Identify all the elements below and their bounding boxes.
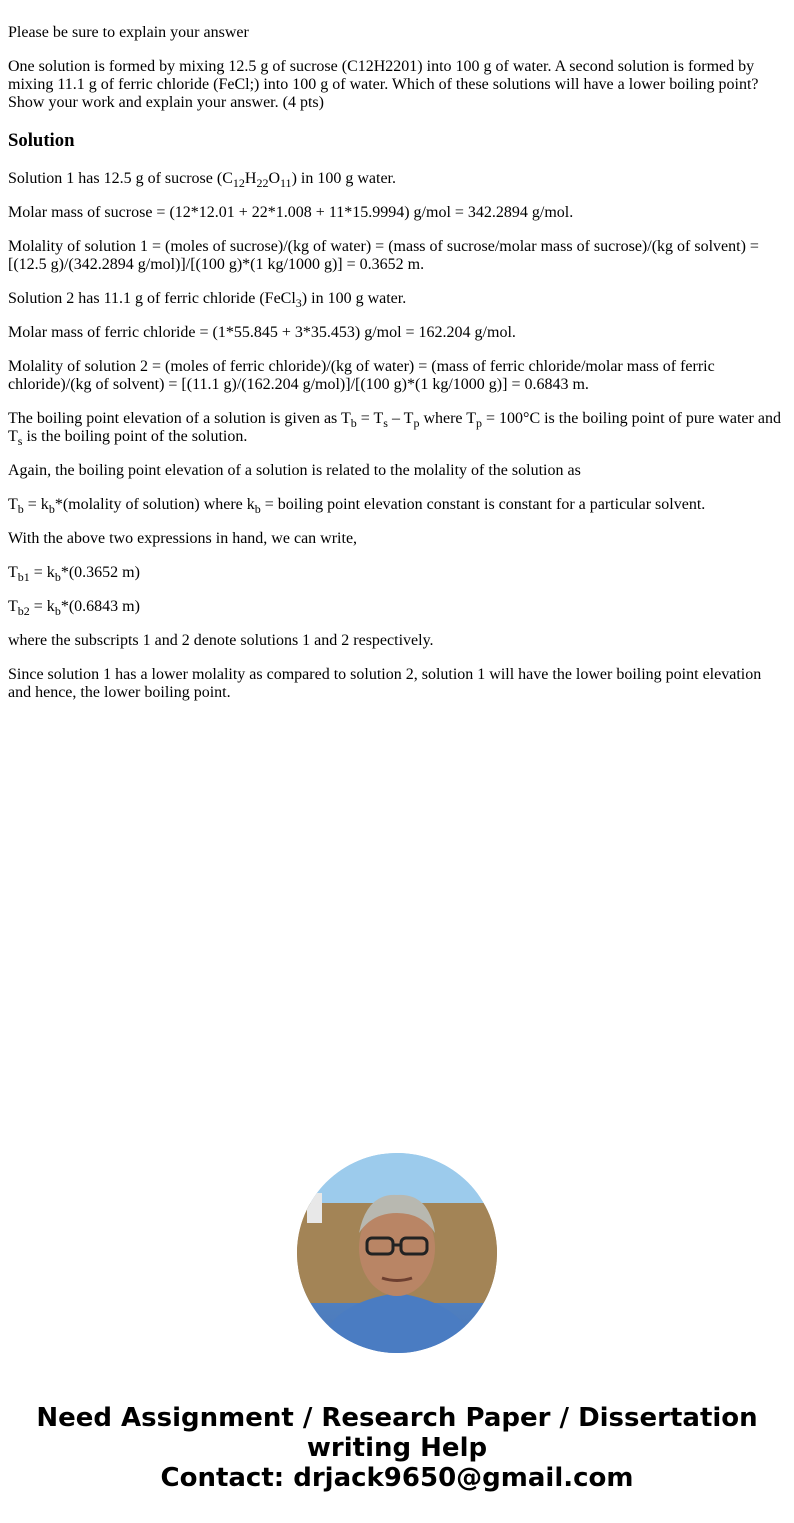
subscript: b xyxy=(350,416,357,430)
solution-paragraph xyxy=(8,204,786,222)
solution-heading: Solution xyxy=(8,130,75,151)
text-segment: T xyxy=(8,598,18,615)
subscript: s xyxy=(383,416,388,430)
text-segment: = T xyxy=(356,410,384,427)
text-segment: = 100°C is the boiling point of pure water and T xyxy=(8,410,781,445)
footer-line-2: writing Help xyxy=(306,1433,488,1463)
subscript: b xyxy=(254,502,261,516)
text-segment: Solution 1 has 12.5 g of sucrose (C xyxy=(8,170,233,187)
question-body: One solution is formed by mixing 12.5 g of sucrose (C12H2201) into 100 g of water. A second solution is formed by mixing 11.1 g of ferric chloride (FeCl;) into 100 g of water. Which of these solutions will have a lower boiling point? Show your work and explain your answer. (4 pts) xyxy=(8,58,759,111)
solution-body xyxy=(8,170,786,702)
solution-paragraph xyxy=(8,410,786,446)
text-segment: = k xyxy=(23,496,49,513)
footer-contact: Contact: drjack9650@gmail.com xyxy=(160,1463,634,1493)
subscript: p xyxy=(476,416,483,430)
text-segment: where T xyxy=(419,410,477,427)
subscript: s xyxy=(17,434,23,448)
subscript: b xyxy=(17,502,24,516)
subscript: b2 xyxy=(17,604,30,618)
text-segment: ) in 100 g water. xyxy=(291,170,396,187)
text-segment: where the subscripts 1 and 2 denote solutions 1 and 2 respectively. xyxy=(8,632,434,649)
footer-line-1: Need Assignment / Research Paper / Dissertation xyxy=(36,1403,758,1433)
text-segment: = boiling point elevation constant is constant for a particular solvent. xyxy=(260,496,706,513)
text-segment: Again, the boiling point elevation of a solution is related to the molality of the solution as xyxy=(8,462,581,479)
subscript: b1 xyxy=(17,570,30,584)
subscript: 3 xyxy=(295,296,302,310)
subscript: b xyxy=(48,502,55,516)
subscript: b xyxy=(54,570,61,584)
text-segment: = k xyxy=(29,598,55,615)
question-intro: Please be sure to explain your answer xyxy=(8,24,249,41)
text-segment: Molar mass of ferric chloride = (1*55.845 + 3*35.453) g/mol = 162.204 g/mol. xyxy=(8,324,516,341)
person-photo-icon xyxy=(297,1153,497,1353)
solution-paragraph xyxy=(8,598,786,616)
subscript: b xyxy=(54,604,61,618)
text-segment: T xyxy=(8,564,18,581)
text-segment: H xyxy=(244,170,257,187)
text-segment: is the boiling point of the solution. xyxy=(22,428,248,445)
subscript: 22 xyxy=(256,176,269,190)
author-avatar xyxy=(297,1153,497,1353)
text-segment: ) in 100 g water. xyxy=(301,290,407,307)
solution-paragraph xyxy=(8,324,786,342)
text-segment: The boiling point elevation of a solution is given as T xyxy=(8,410,351,427)
text-segment: Molar mass of sucrose = (12*12.01 + 22*1.008 + 11*15.9994) g/mol = 342.2894 g/mol. xyxy=(8,204,574,221)
solution-paragraph xyxy=(8,290,786,308)
text-segment: = k xyxy=(29,564,55,581)
text-segment: – T xyxy=(387,410,414,427)
solution-paragraph xyxy=(8,496,786,514)
text-segment: *(0.3652 m) xyxy=(60,564,140,581)
text-segment: Molality of solution 2 = (moles of ferric chloride)/(kg of water) = (mass of ferric chloride/molar mass of ferric chloride)/(kg of solvent) = [(11.1 g)/(162.204 g/mol)]/[(100 g)*(1 kg/1000 g)] = 0.6843 m. xyxy=(8,358,715,393)
text-segment: O xyxy=(268,170,280,187)
solution-paragraph xyxy=(8,358,786,394)
text-segment: Solution 2 has 11.1 g of ferric chloride (FeCl xyxy=(8,290,296,307)
document xyxy=(0,0,794,702)
solution-paragraph xyxy=(8,632,786,650)
subscript: 11 xyxy=(280,176,292,190)
text-segment: Molality of solution 1 = (moles of sucrose)/(kg of water) = (mass of sucrose/molar mass of sucrose)/(kg of solvent) = [(12.5 g)/(342.2894 g/mol)]/[(100 g)*(1 kg/1000 g)] = 0.3652 m. xyxy=(8,238,759,273)
solution-paragraph xyxy=(8,462,786,480)
subscript: p xyxy=(413,416,420,430)
text-segment: *(molality of solution) where k xyxy=(54,496,255,513)
solution-paragraph xyxy=(8,238,786,274)
solution-paragraph xyxy=(8,170,786,188)
subscript: 12 xyxy=(232,176,245,190)
footer-banner xyxy=(0,1403,794,1493)
solution-paragraph xyxy=(8,564,786,582)
text-segment: T xyxy=(8,496,18,513)
solution-paragraph xyxy=(8,666,786,702)
solution-paragraph xyxy=(8,530,786,548)
text-segment: With the above two expressions in hand, we can write, xyxy=(8,530,358,547)
text-segment: *(0.6843 m) xyxy=(60,598,140,615)
text-segment: Since solution 1 has a lower molality as compared to solution 2, solution 1 will have the lower boiling point elevation and hence, the lower boiling point. xyxy=(8,666,762,701)
